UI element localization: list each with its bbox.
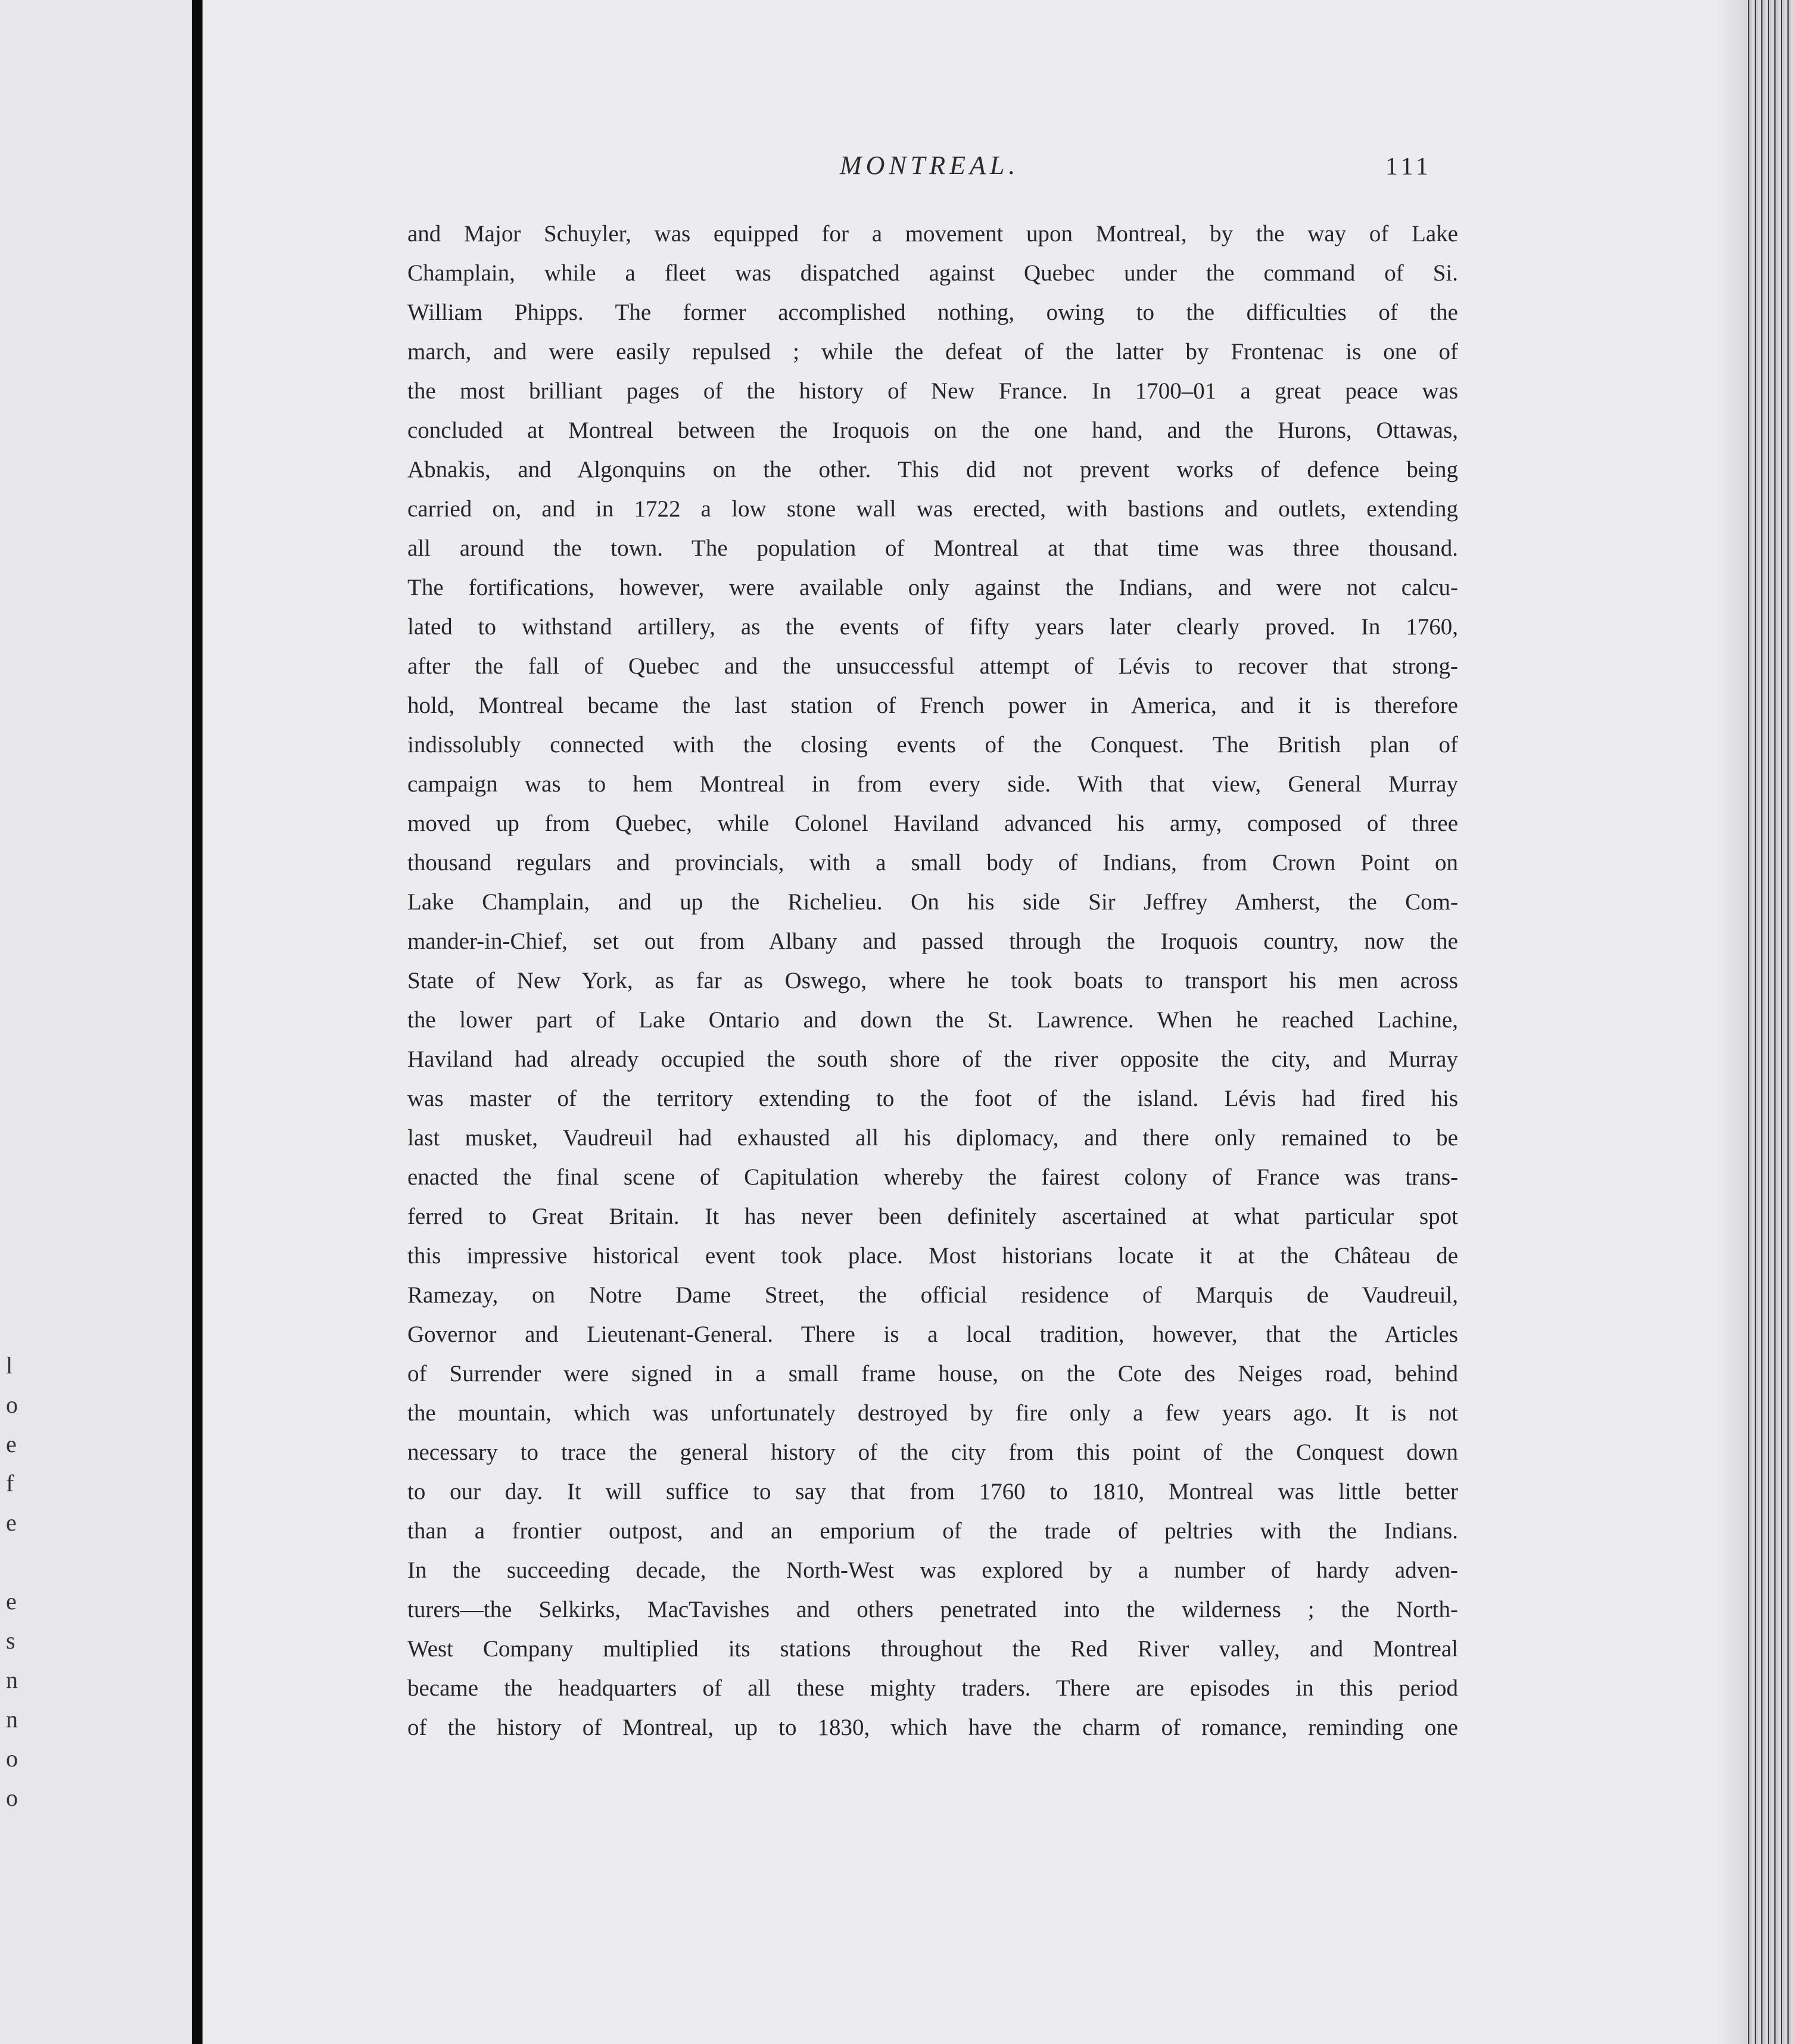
text-line: carried on, and in 1722 a low stone wall was erected, with bastions and outlets, extending [407,496,1458,522]
text-line: campaign was to hem Montreal in from every side. With that view, General Murray [407,771,1458,797]
text-line: to our day. It will suffice to say that from 1760 to 1810, Montreal was little better [407,1479,1458,1504]
text-line: after the fall of Quebec and the unsuccessful attempt of Lévis to recover that strong- [407,653,1458,679]
text-line: The fortifications, however, were available only against the Indians, and were not calcu- [407,575,1458,600]
margin-fragment: s [6,1627,15,1654]
text-line: West Company multiplied its stations throughout the Red River valley, and Montreal [407,1636,1458,1662]
text-line: concluded at Montreal between the Iroquois on the one hand, and the Hurons, Ottawas, [407,417,1458,443]
previous-page-text-fragments [6,1346,30,1818]
text-line: this impressive historical event took place. Most historians locate it at the Château de [407,1243,1458,1269]
text-line: Governor and Lieutenant-General. There is a local tradition, however, that the Articles [407,1322,1458,1347]
margin-fragment: e [6,1588,17,1615]
text-line: all around the town. The population of Montreal at that time was three thousand. [407,535,1458,561]
text-line: and Major Schuyler, was equipped for a movement upon Montreal, by the way of Lake [407,221,1458,247]
text-line: Lake Champlain, and up the Richelieu. On his side Sir Jeffrey Amherst, the Com- [407,889,1458,915]
body-text [407,214,1458,1747]
text-line: mander-in-Chief, set out from Albany and passed through the Iroquois country, now the [407,928,1458,954]
margin-fragment: e [6,1509,17,1536]
page-shadow [1715,0,1745,2044]
text-line: ferred to Great Britain. It has never been definitely ascertained at what particular spot [407,1204,1458,1229]
margin-fragment: l [6,1352,13,1379]
text-line: enacted the final scene of Capitulation whereby the fairest colony of France was trans- [407,1164,1458,1190]
text-line: lated to withstand artillery, as the events of fifty years later clearly proved. In 1760, [407,614,1458,640]
margin-fragment: o [6,1391,18,1418]
text-line: turers—the Selkirks, MacTavishes and others penetrated into the wilderness ; the North- [407,1597,1458,1622]
margin-fragment: n [6,1706,18,1733]
text-line: Abnakis, and Algonquins on the other. This did not prevent works of defence being [407,457,1458,482]
margin-fragment: e [6,1431,17,1457]
text-line: march, and were easily repulsed ; while the defeat of the latter by Frontenac is one of [407,339,1458,364]
book-spine [192,0,203,2044]
margin-fragment: o [6,1745,18,1772]
text-line: last musket, Vaudreuil had exhausted all his diplomacy, and there only remained to be [407,1125,1458,1151]
running-head: MONTREAL. [840,151,1020,180]
margin-fragment: n [6,1666,18,1693]
text-line: of the history of Montreal, up to 1830, which have the charm of romance, reminding one [407,1715,1458,1740]
previous-page-edge [0,0,192,2044]
text-line: of Surrender were signed in a small frame house, on the Cote des Neiges road, behind [407,1361,1458,1386]
margin-fragment: o [6,1784,18,1811]
text-line: indissolubly connected with the closing events of the Conquest. The British plan of [407,732,1458,758]
text-line: necessary to trace the general history of the city from this point of the Conquest down [407,1439,1458,1465]
text-line: was master of the territory extending to the foot of the island. Lévis had fired his [407,1086,1458,1111]
text-line: hold, Montreal became the last station of French power in America, and it is therefore [407,693,1458,718]
text-line: than a frontier outpost, and an emporium of the trade of peltries with the Indians. [407,1518,1458,1544]
text-line: the lower part of Lake Ontario and down the St. Lawrence. When he reached Lachine, [407,1007,1458,1033]
text-line: Champlain, while a fleet was dispatched against Quebec under the command of Si. [407,260,1458,286]
text-line: the most brilliant pages of the history of New France. In 1700–01 a great peace was [407,378,1458,404]
page-stack-edges [1745,0,1794,2044]
margin-fragment [6,1543,30,1582]
text-line: Ramezay, on Notre Dame Street, the official residence of Marquis de Vaudreuil, [407,1282,1458,1308]
text-line: William Phipps. The former accomplished nothing, owing to the difficulties of the [407,300,1458,325]
text-line: the mountain, which was unfortunately destroyed by fire only a few years ago. It is not [407,1400,1458,1426]
text-line: Haviland had already occupied the south shore of the river opposite the city, and Murray [407,1046,1458,1072]
text-line: became the headquarters of all these mighty traders. There are episodes in this period [407,1675,1458,1701]
page-number: 111 [1385,153,1432,180]
text-line: thousand regulars and provincials, with a small body of Indians, from Crown Point on [407,850,1458,875]
margin-fragment: f [6,1470,14,1497]
text-line: In the succeeding decade, the North-West was explored by a number of hardy adven- [407,1557,1458,1583]
text-line: moved up from Quebec, while Colonel Haviland advanced his army, composed of three [407,811,1458,836]
text-line: State of New York, as far as Oswego, where he took boats to transport his men across [407,968,1458,993]
